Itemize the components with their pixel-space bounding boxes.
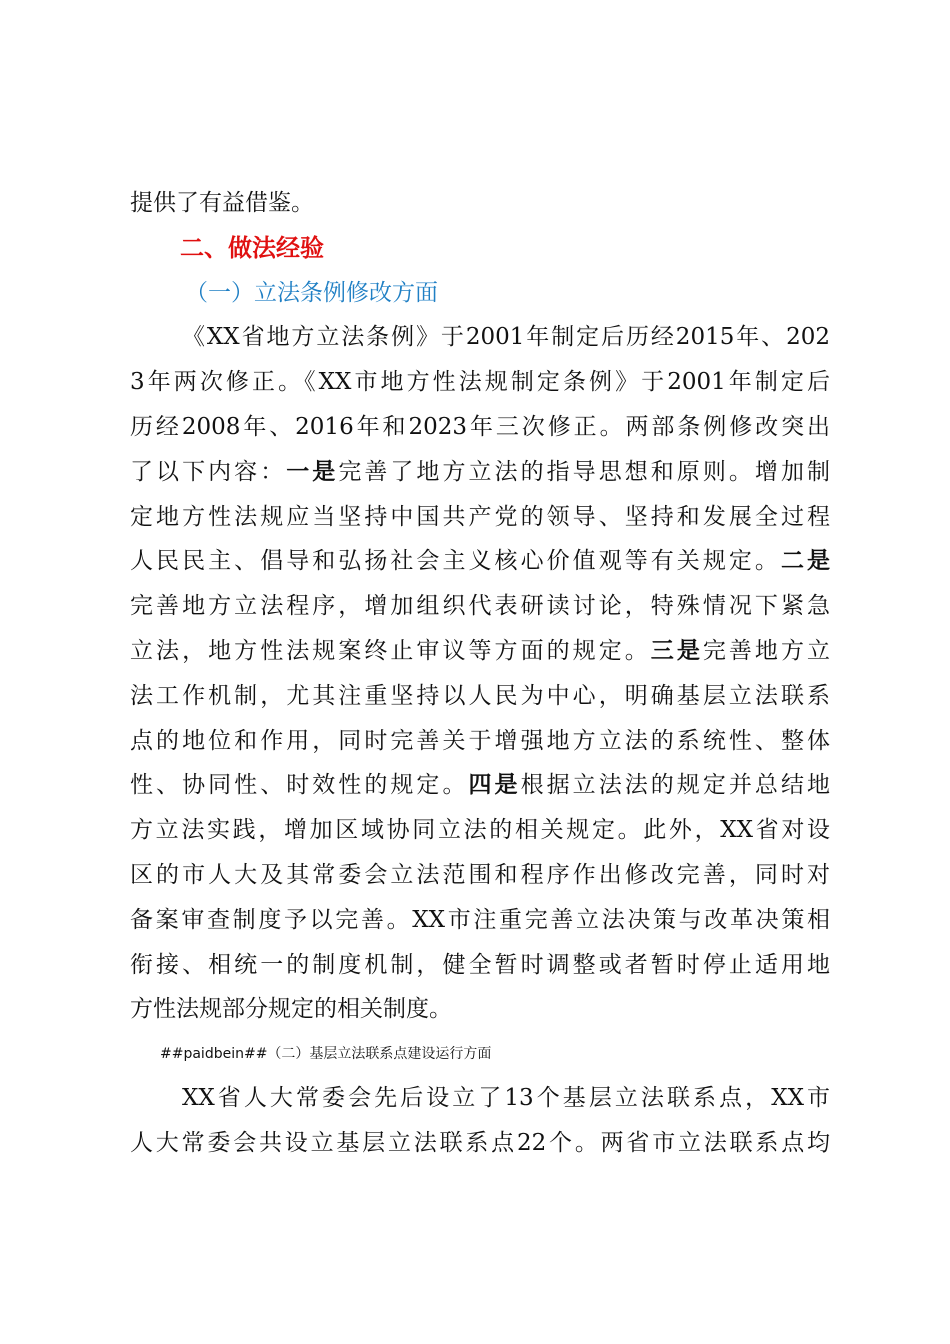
- paragraph-line: [130, 360, 830, 405]
- bold-keyword: 三是: [650, 636, 703, 664]
- text-run: 提供了有益借鉴。: [130, 190, 314, 216]
- text-run: 衔接、相统一的制度机制，健全暂时调整或者暂时停止适用地: [130, 951, 830, 978]
- paragraph-line: [130, 898, 830, 943]
- text-run: （一）立法条例修改方面: [185, 279, 438, 306]
- paragraph-line: [130, 450, 830, 495]
- text-run: 二、做法经验: [180, 233, 324, 262]
- bold-keyword: 四是: [468, 771, 521, 799]
- subsection-heading: [130, 271, 830, 316]
- text-run: 根据立法法的规定并总结地: [520, 772, 830, 799]
- text-run: 人民民主、倡导和弘扬社会主义核心价值观等有关规定。: [130, 548, 781, 575]
- bold-keyword: 二是: [780, 547, 830, 575]
- text-run: 方性法规部分规定的相关制度。: [130, 996, 452, 1023]
- text-run: 了以下内容：: [130, 458, 287, 485]
- paragraph-line: [130, 763, 830, 808]
- paragraph-line: [130, 987, 830, 1032]
- text-run: XX省人大常委会先后设立了13个基层立法联系点，XX市: [182, 1085, 830, 1112]
- text-run: 立法，地方性法规案终止审议等方面的规定。: [130, 637, 651, 664]
- paragraph-line: [130, 719, 830, 764]
- subsection-heading-small: [130, 1032, 830, 1076]
- paragraph-line: [130, 405, 830, 450]
- paragraph-line: [130, 584, 830, 629]
- paragraph-line: [130, 674, 830, 719]
- paragraph-line: [130, 539, 830, 584]
- section-heading: [130, 226, 830, 271]
- document-page: [130, 181, 830, 1166]
- text-run: 完善地方立: [702, 637, 830, 664]
- paragraph-line: [130, 315, 830, 360]
- text-run: 点的地位和作用，同时完善关于增强地方立法的系统性、整体: [130, 727, 830, 754]
- text-run: 《XX省地方立法条例》于2001年制定后历经2015年、202: [182, 324, 830, 351]
- paragraph-line: [130, 629, 830, 674]
- text-run: ##paidbein##（二）基层立法联系点建设运行方面: [160, 1046, 492, 1063]
- text-run: 法工作机制，尤其注重坚持以人民为中心，明确基层立法联系: [130, 682, 830, 709]
- text-run: 历经2008年、2016年和2023年三次修正。两部条例修改突出: [130, 413, 830, 440]
- text-run: 完善地方立法程序，增加组织代表研读讨论，特殊情况下紧急: [130, 593, 830, 620]
- paragraph-line: [130, 495, 830, 540]
- text-run: 完善了地方立法的指导思想和原则。增加制: [338, 458, 830, 485]
- text-run: 区的市人大及其常委会立法范围和程序作出修改完善，同时对: [130, 861, 830, 888]
- bold-keyword: 一是: [286, 457, 339, 485]
- paragraph-line: [130, 181, 830, 226]
- text-run: 备案审查制度予以完善。XX市注重完善立法决策与改革决策相: [130, 906, 830, 933]
- paragraph-line: [130, 808, 830, 853]
- paragraph-line: [130, 853, 830, 898]
- text-run: 定地方性法规应当坚持中国共产党的领导、坚持和发展全过程: [130, 503, 830, 530]
- text-run: 3年两次修正。《XX市地方性法规制定条例》于2001年制定后: [130, 369, 830, 396]
- paragraph-line: [130, 1121, 830, 1166]
- text-run: 人大常委会共设立基层立法联系点22个。两省市立法联系点均: [130, 1129, 830, 1156]
- paragraph-line: [130, 943, 830, 988]
- paragraph-line: [130, 1076, 830, 1121]
- text-run: 性、协同性、时效性的规定。: [130, 772, 469, 799]
- text-run: 方立法实践，增加区域协同立法的相关规定。此外，XX省对设: [130, 817, 830, 844]
